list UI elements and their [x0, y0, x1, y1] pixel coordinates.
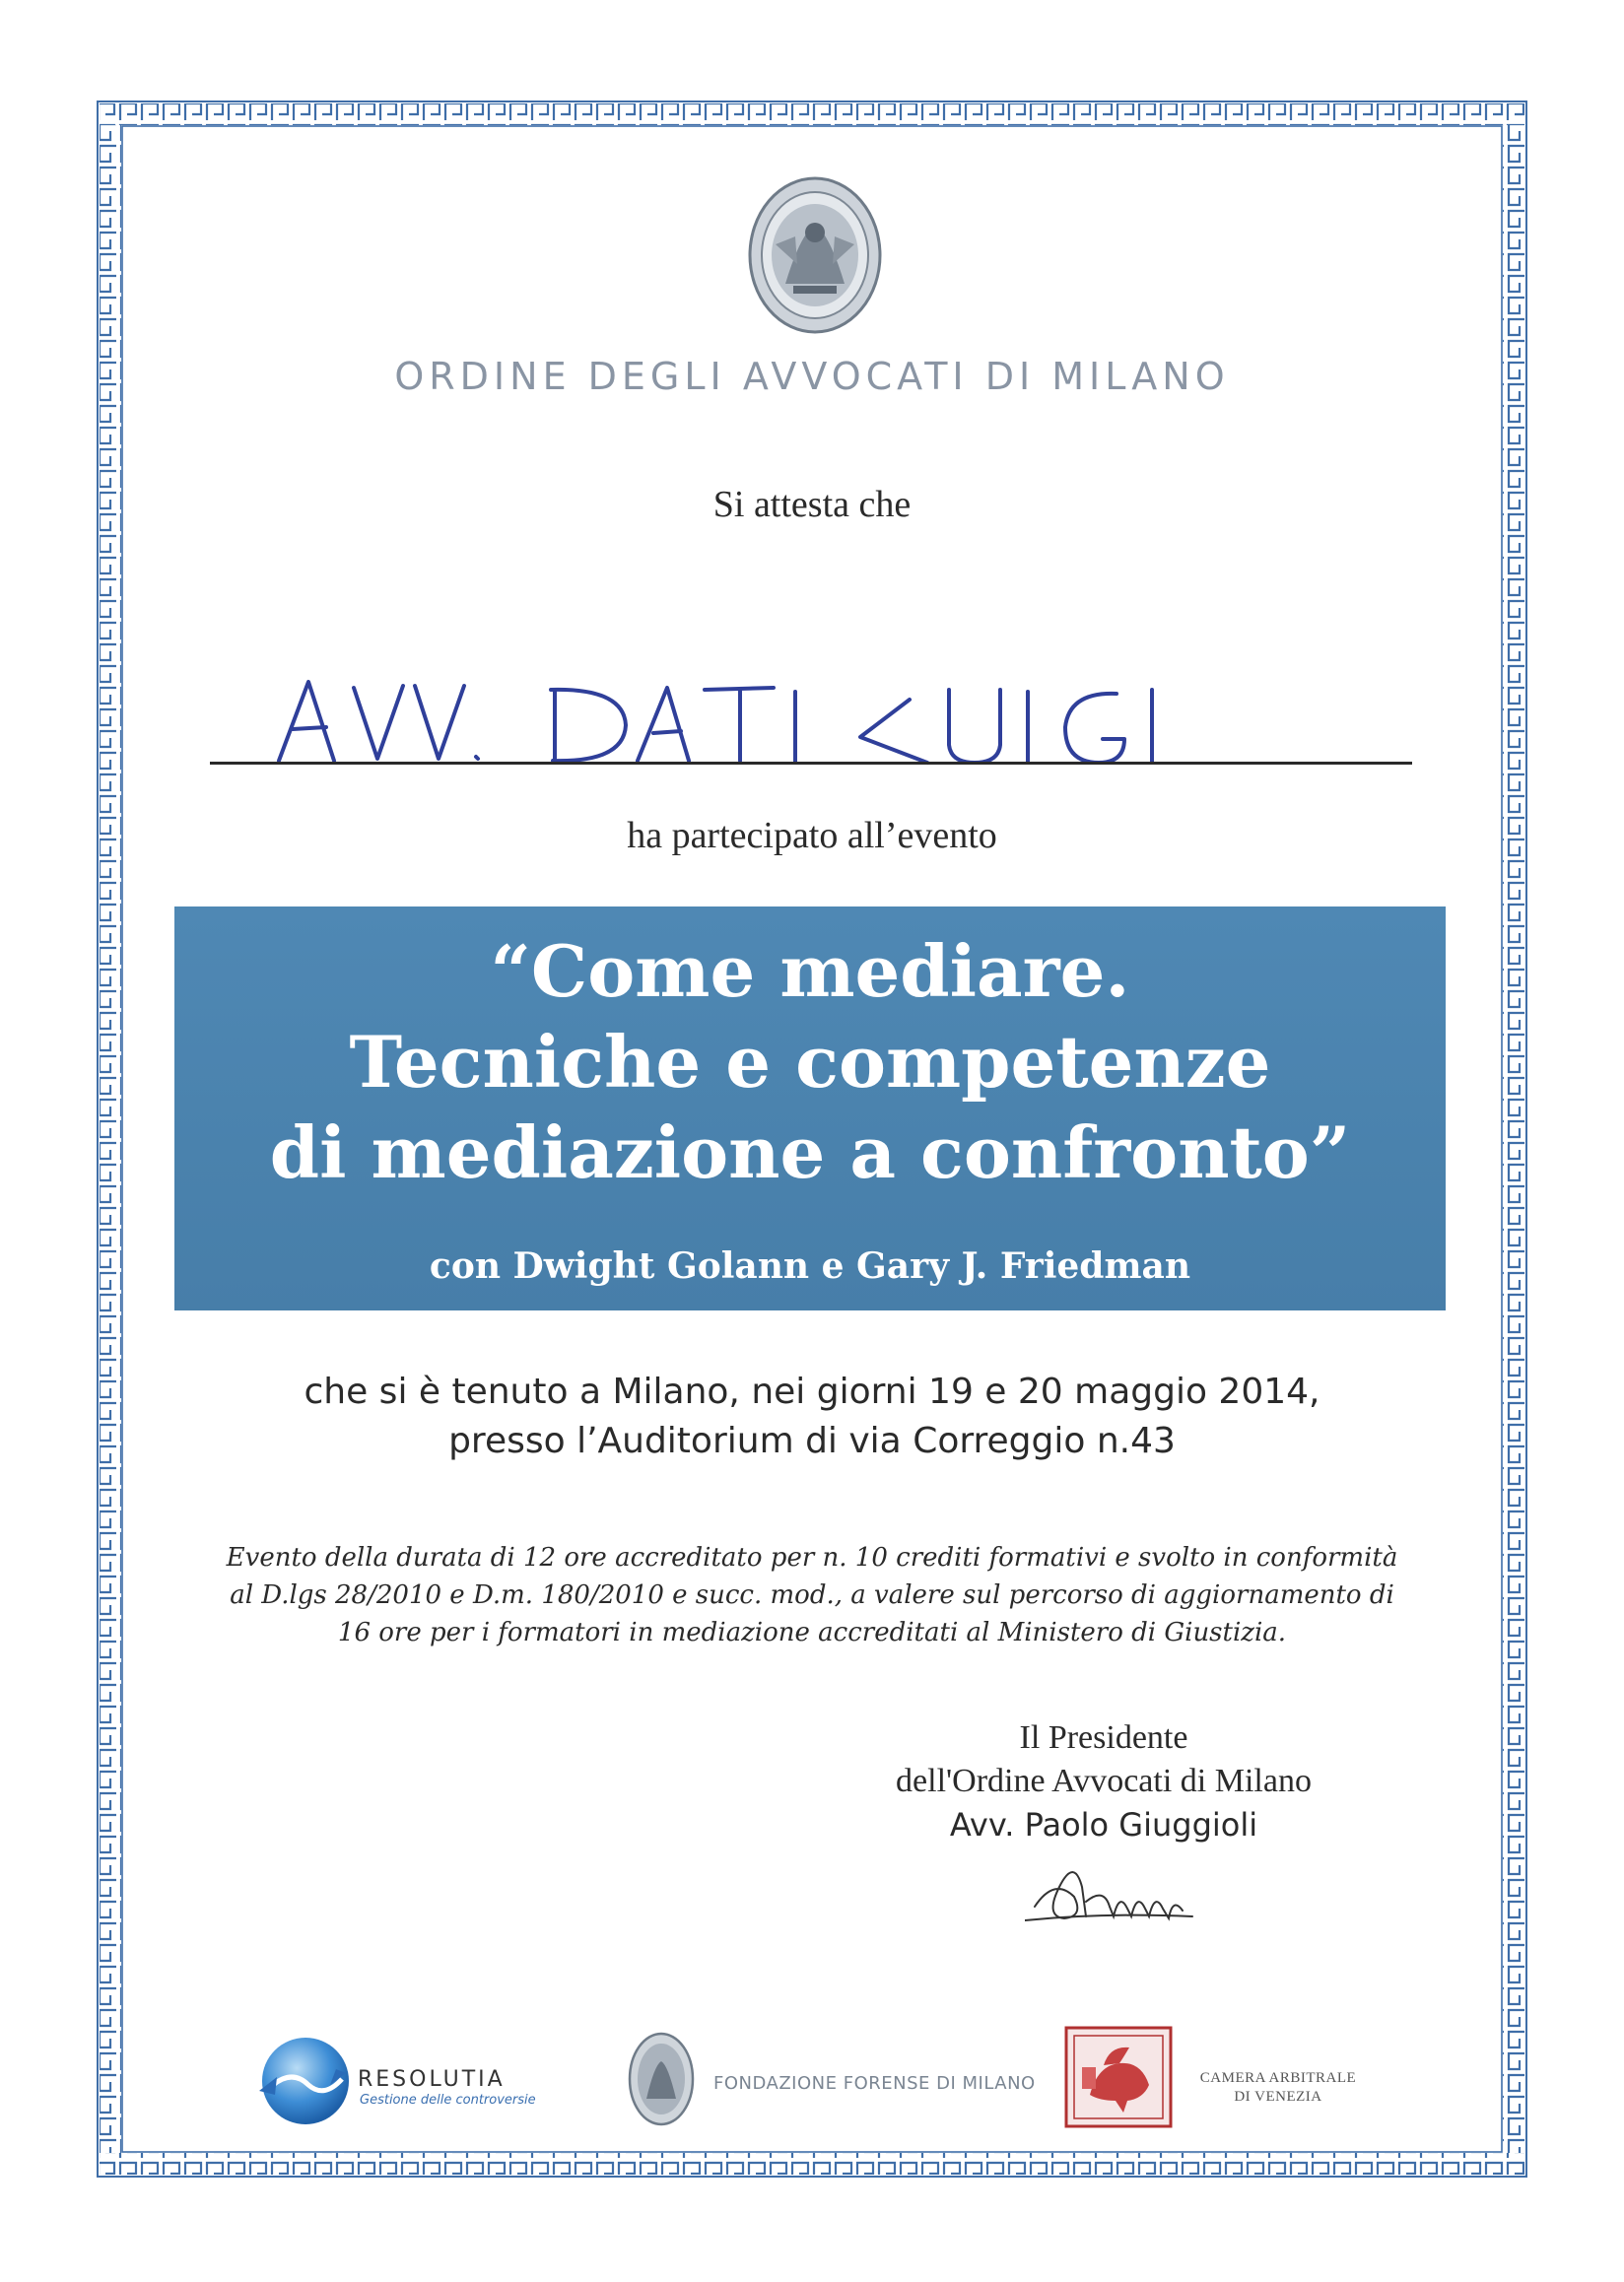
signatory-block [808, 1716, 1399, 1846]
camera-name-line-2: DI VENEZIA [1234, 2089, 1322, 2105]
fondazione-seal-icon [627, 2030, 696, 2128]
resolutia-globe-icon [251, 2030, 355, 2133]
recipient-underline [210, 762, 1412, 765]
event-title-line-1: “Come mediare. [490, 929, 1130, 1013]
partecipato-text: ha partecipato all’evento [627, 815, 997, 856]
camera-name-line-1: CAMERA ARBITRALE [1199, 2070, 1357, 2086]
resolutia-logo [251, 2030, 536, 2138]
recipient-field [210, 650, 1412, 769]
resolutia-name: RESOLUTIA [358, 2067, 506, 2092]
event-details [0, 1368, 1624, 1466]
event-speakers: con Dwight Golann e Gary J. Friedman [429, 1245, 1191, 1287]
org-name: ORDINE DEGLI AVVOCATI DI MILANO [394, 355, 1230, 398]
sponsor-logos [0, 2010, 1624, 2148]
camera-arbitrale-logo [1064, 2026, 1380, 2134]
signatory-title: Il Presidente [1019, 1719, 1188, 1756]
signatory-name: Avv. Paolo Giuggioli [949, 1806, 1258, 1844]
resolutia-subtitle: Gestione delle controversie [360, 2093, 536, 2108]
fondazione-name: FONDAZIONE FORENSE DI MILANO [713, 2073, 1036, 2094]
order-seal-icon [746, 175, 884, 335]
camera-arbitrale-name [1184, 2069, 1372, 2107]
handwritten-signature-icon [1025, 1847, 1222, 1936]
event-title-line-3: di mediazione a confronto” [269, 1110, 1351, 1194]
event-credits-line-1: Evento della durata di 12 ore accreditato per n. 10 crediti formativi e svolto in conformità [226, 1543, 1398, 1573]
event-details-line-2: presso l’Auditorium di via Correggio n.43 [448, 1421, 1176, 1461]
event-title-line-2: Tecniche e competenze [349, 1020, 1271, 1104]
event-credits-line-3: 16 ore per i formatori in mediazione accreditati al Ministero di Giustizia. [337, 1618, 1287, 1647]
fondazione-logo [627, 2030, 1041, 2138]
event-title-box [174, 906, 1446, 1310]
winged-lion-icon [1064, 2026, 1173, 2128]
handwritten-recipient-name [269, 670, 1353, 769]
attesta-text: Si attesta che [712, 484, 912, 525]
event-details-line-1: che si è tenuto a Milano, nei giorni 19 e 20 maggio 2014, [304, 1372, 1320, 1412]
event-title [174, 926, 1446, 1198]
event-credits [197, 1539, 1427, 1651]
signatory-org: dell'Ordine Avvocati di Milano [896, 1763, 1312, 1799]
event-credits-line-2: al D.lgs 28/2010 e D.m. 180/2010 e succ. mod., a valere sul percorso di aggiornamento di [230, 1580, 1394, 1610]
